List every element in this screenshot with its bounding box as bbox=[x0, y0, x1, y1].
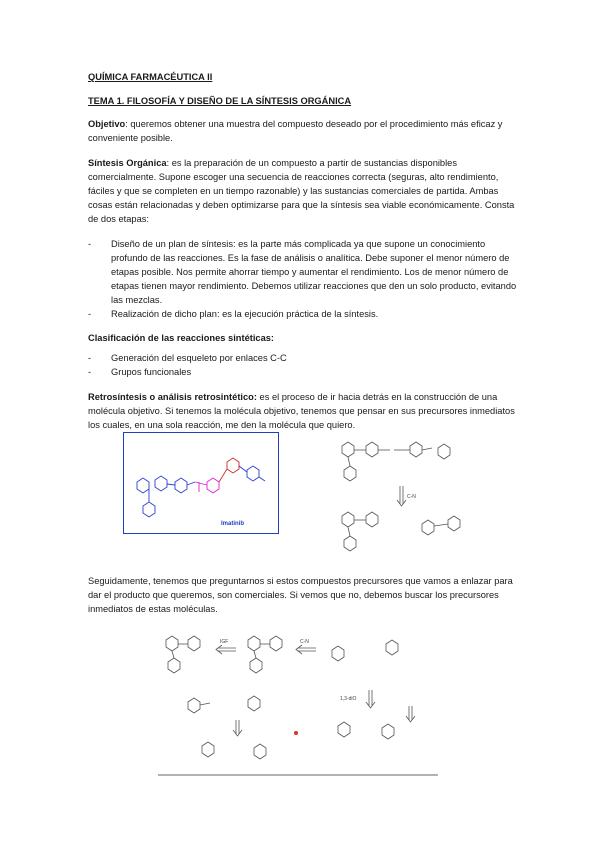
sintesis-label: Síntesis Orgánica bbox=[88, 158, 167, 168]
topic-title: TEMA 1. FILOSOFÍA Y DISEÑO DE LA SÍNTESIS ORGÁNICA bbox=[88, 96, 352, 106]
red-dot-marker bbox=[294, 731, 298, 735]
cn-arrow-label-2: C-N bbox=[300, 639, 309, 645]
objetivo-paragraph bbox=[88, 117, 518, 145]
retro-scheme-2 bbox=[158, 630, 438, 776]
retro-figure-1 bbox=[324, 440, 494, 562]
list-item: - Grupos funcionales bbox=[88, 365, 518, 379]
retro-scheme-1 bbox=[324, 440, 494, 562]
objetivo-text: : queremos obtener una muestra del compuesto deseado por el procedimiento más eficaz y conveniente posible. bbox=[88, 119, 503, 143]
etapas-list bbox=[88, 237, 518, 321]
list-item: - Realización de dicho plan: es la ejecución práctica de la síntesis. bbox=[88, 307, 518, 321]
clasificacion-title: Clasificación de las reacciones sintéticas: bbox=[88, 333, 275, 343]
objetivo-label: Objetivo bbox=[88, 119, 126, 129]
imatinib-structure bbox=[123, 432, 279, 534]
course-title: QUÍMICA FARMACÉUTICA II bbox=[88, 72, 213, 82]
list-item: - Diseño de un plan de síntesis: es la parte más complicada ya que supone un conocimiento profundo de las reacciones. Es la fase de análisis o analítica. Debe suponer el menor número de etapas posible. Nos permite ahorrar tiempo y aumentar el rendimiento. Los de menor número de etapas tienen mayor rendimiento. Debemos utilizar reacciones que den un solo producto, evitando las mezclas. bbox=[88, 237, 518, 307]
imatinib-caption: Imatinib bbox=[221, 521, 245, 527]
paragraph-2: Seguidamente, tenemos que preguntarnos si estos compuestos precursores que vamos a enlazar para dar el producto que queremos, son comerciales. Si vemos que no, debemos buscar los precursores inmediatos de estas moléculas. bbox=[88, 576, 513, 614]
cn-arrow-label: C-N bbox=[407, 494, 416, 500]
diO-arrow-label: 1,3-diO bbox=[340, 696, 357, 702]
igf-arrow-label: IGF bbox=[220, 639, 229, 645]
retro-label: Retrosíntesis o análisis retrosintético: bbox=[88, 392, 257, 402]
clasificacion-section bbox=[88, 331, 518, 379]
sintesis-paragraph bbox=[88, 156, 518, 226]
imatinib-figure bbox=[123, 432, 279, 534]
retro-figure-2 bbox=[158, 630, 438, 776]
retrosintesis-paragraph bbox=[88, 390, 518, 432]
sintesis-text: : es la preparación de un compuesto a partir de sustancias disponibles comercialmente. Supone escoger una secuencia de reacciones correcta (seguras, alto rendimiento, fáciles y que se completen en un tiempo razonable) y las sustancias comerciales de partida. Ambas cosas están relacionadas y deben optimizarse para que la síntesis sea viable económicamente. Consta de dos etapas: bbox=[88, 158, 515, 224]
list-item: - Generación del esqueleto por enlaces C-C bbox=[88, 351, 518, 365]
retro-text: es el proceso de ir hacia detrás en la construcción de una molécula objetivo. Si tenemos la molécula objetivo, tenemos que pensar en sus precursores inmediatos los cuales, en una sola reacción, me den la molécula que quiero. bbox=[88, 392, 515, 430]
